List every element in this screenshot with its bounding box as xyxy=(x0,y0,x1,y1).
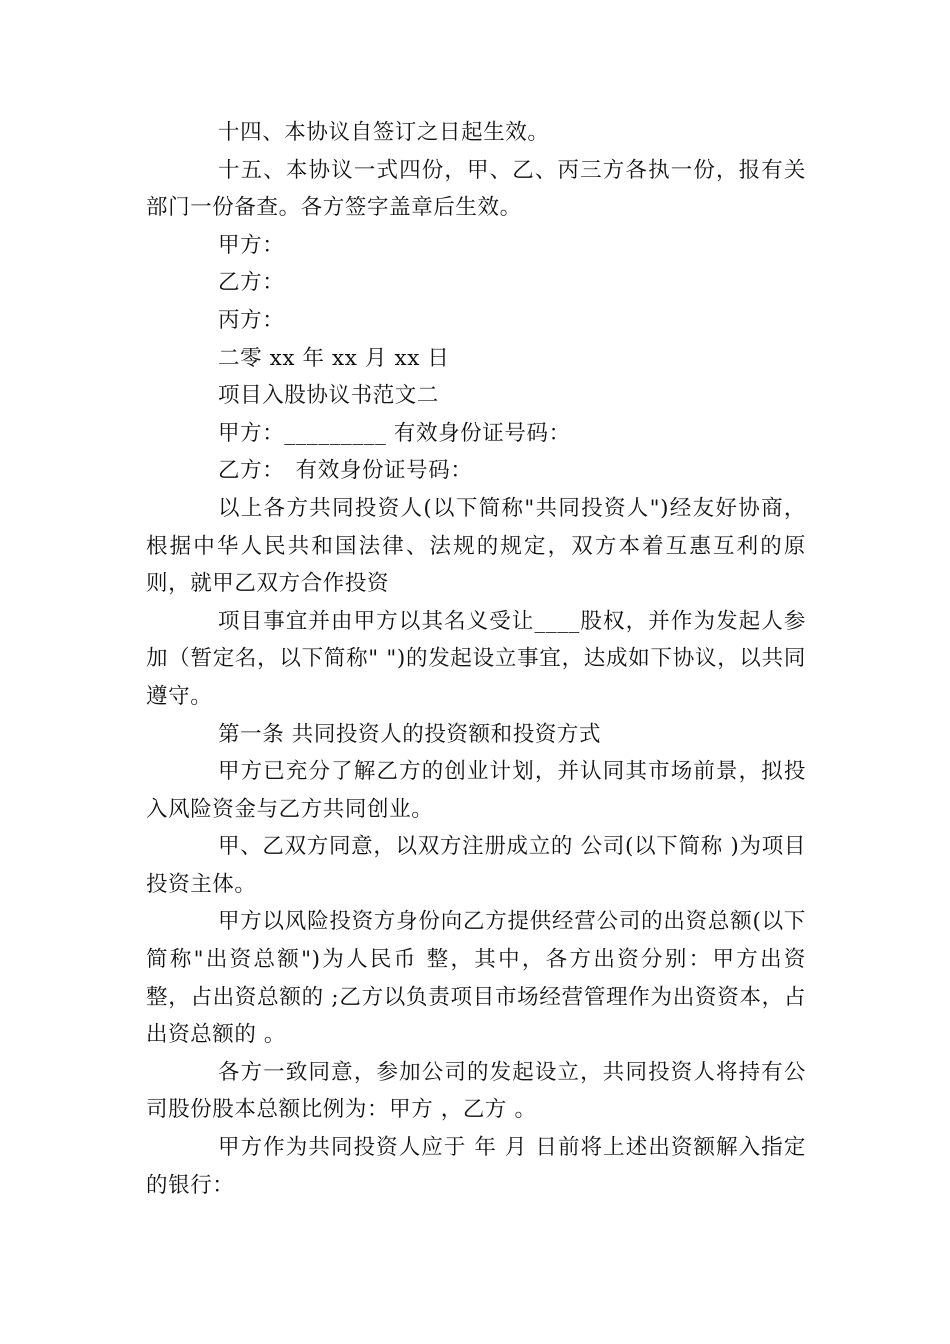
document-body xyxy=(146,114,806,1204)
article-one-para-5: 甲方作为共同投资人应于 年 月 日前将上述出资额解入指定的银行： xyxy=(146,1135,806,1198)
signature-date: 二零 xx 年 xx 月 xx 日 xyxy=(218,345,450,371)
project-matter-paragraph: 项目事宜并由甲方以其名义受让____股权，并作为发起人参加（暂定名，以下简称" ")的发起设立事宜，达成如下协议，以共同遵守。 xyxy=(146,608,806,709)
preamble-paragraph: 以上各方共同投资人(以下简称"共同投资人")经友好协商，根据中华人民共和国法律、法规的规定，双方本着互惠互利的原则，就甲乙双方合作投资 xyxy=(146,495,806,597)
clause-fifteen: 十五、本协议一式四份，甲、乙、丙三方各执一份，报有关部门一份备查。各方签字盖章后生效。 xyxy=(146,157,806,221)
article-one-para-2: 甲、乙双方同意，以双方注册成立的 公司(以下简称 )为项目投资主体。 xyxy=(146,834,806,897)
signature-party-c: 丙方： xyxy=(218,307,285,333)
article-one-heading: 第一条 共同投资人的投资额和投资方式 xyxy=(218,721,602,747)
signature-party-b: 乙方： xyxy=(218,270,285,296)
article-one-para-3: 甲方以风险投资方身份向乙方提供经营公司的出资总额(以下简称"出资总额")为人民币 整，其中，各方出资分别：甲方出资 整，占出资总额的 ;乙方以负责项目市场经营管理作为出资资本，占出资总额的 。 xyxy=(146,909,806,1048)
signature-party-a: 甲方： xyxy=(218,232,285,258)
party-a-id-line: 甲方：_________ 有效身份证号码： xyxy=(218,420,571,446)
party-b-id-line: 乙方： 有效身份证号码： xyxy=(218,458,473,484)
section-title-sample-two: 项目入股协议书范文二 xyxy=(218,383,440,409)
article-one-para-4: 各方一致同意，参加公司的发起设立，共同投资人将持有公司股份股本总额比例为：甲方 ，乙方 。 xyxy=(146,1059,806,1123)
clause-fourteen: 十四、本协议自签订之日起生效。 xyxy=(218,120,550,145)
article-one-para-1: 甲方已充分了解乙方的创业计划，并认同其市场前景，拟投入风险资金与乙方共同创业。 xyxy=(146,759,806,822)
